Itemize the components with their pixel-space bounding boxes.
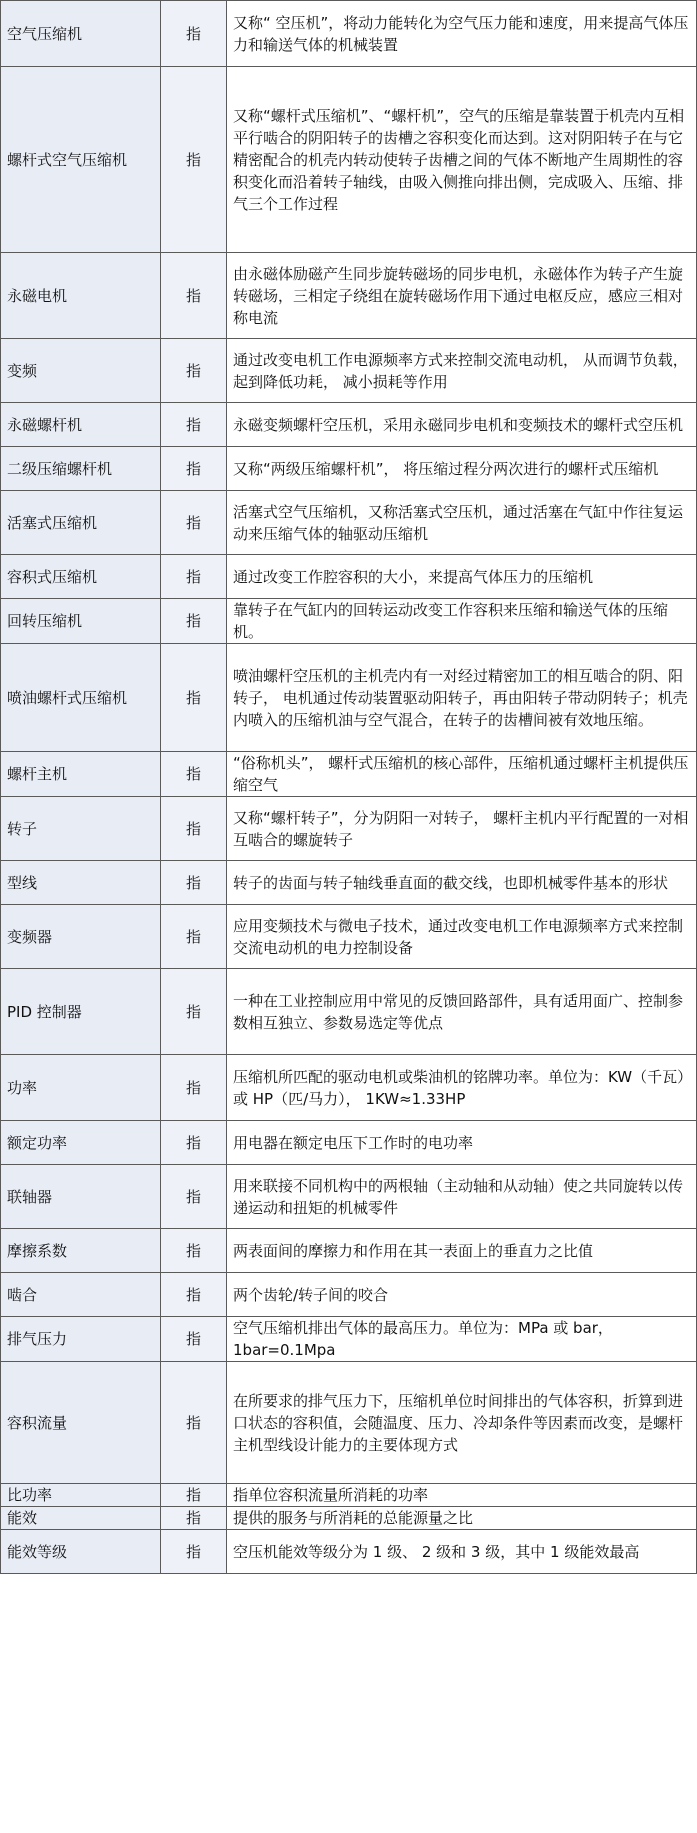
table-row (1, 1, 697, 67)
term-cell: 型线 (1, 861, 161, 905)
definition-cell: 空压机能效等级分为 1 级、 2 级和 3 级，其中 1 级能效最高 (227, 1530, 697, 1574)
means-cell: 指 (161, 1055, 227, 1121)
term-cell: 额定功率 (1, 1121, 161, 1165)
definition-cell: 又称“螺杆转子”，分为阴阳一对转子， 螺杆主机内平行配置的一对相互啮合的螺旋转子 (227, 797, 697, 861)
table-row (1, 1165, 697, 1229)
definition-cell: 活塞式空气压缩机，又称活塞式空压机，通过活塞在气缸中作往复运动来压缩气体的轴驱动压缩机 (227, 491, 697, 555)
term-cell: 活塞式压缩机 (1, 491, 161, 555)
means-cell: 指 (161, 644, 227, 752)
table-row (1, 1362, 697, 1484)
means-cell: 指 (161, 1229, 227, 1273)
definition-cell: 通过改变工作腔容积的大小，来提高气体压力的压缩机 (227, 555, 697, 599)
definition-cell: “俗称机头”， 螺杆式压缩机的核心部件，压缩机通过螺杆主机提供压缩空气 (227, 752, 697, 797)
means-cell: 指 (161, 1, 227, 67)
table-row (1, 861, 697, 905)
table-row (1, 969, 697, 1055)
definition-cell: 又称“螺杆式压缩机”、“螺杆机”，空气的压缩是靠装置于机壳内互相平行啮合的阴阳转子的齿槽之容积变化而达到。这对阴阳转子在与它精密配合的机壳内转动使转子齿槽之间的气体不断地产生周期性的容积变化而沿着转子轴线，由吸入侧推向排出侧，完成吸入、压缩、排气三个工作过程 (227, 67, 697, 253)
term-cell: 螺杆主机 (1, 752, 161, 797)
definition-cell: 用来联接不同机构中的两根轴（主动轴和从动轴）使之共同旋转以传递运动和扭矩的机械零件 (227, 1165, 697, 1229)
term-cell: 变频器 (1, 905, 161, 969)
definition-cell: 两表面间的摩擦力和作用在其一表面上的垂直力之比值 (227, 1229, 697, 1273)
term-cell: 容积流量 (1, 1362, 161, 1484)
table-row (1, 797, 697, 861)
table-row (1, 447, 697, 491)
definition-cell: 又称“ 空压机”，将动力能转化为空气压力能和速度，用来提高气体压力和输送气体的机械装置 (227, 1, 697, 67)
table-row (1, 1055, 697, 1121)
means-cell: 指 (161, 797, 227, 861)
means-cell: 指 (161, 339, 227, 403)
table-row (1, 555, 697, 599)
definition-cell: 永磁变频螺杆空压机，采用永磁同步电机和变频技术的螺杆式空压机 (227, 403, 697, 447)
table-row (1, 752, 697, 797)
means-cell: 指 (161, 599, 227, 644)
means-cell: 指 (161, 555, 227, 599)
definition-cell: 由永磁体励磁产生同步旋转磁场的同步电机，永磁体作为转子产生旋转磁场，三相定子绕组在旋转磁场作用下通过电枢反应，感应三相对称电流 (227, 253, 697, 339)
glossary-body (1, 1, 697, 1574)
term-cell: 比功率 (1, 1484, 161, 1507)
term-cell: 转子 (1, 797, 161, 861)
table-row (1, 1484, 697, 1507)
table-row (1, 339, 697, 403)
definition-cell: 用电器在额定电压下工作时的电功率 (227, 1121, 697, 1165)
table-row (1, 1121, 697, 1165)
means-cell: 指 (161, 905, 227, 969)
term-cell: 回转压缩机 (1, 599, 161, 644)
definition-cell: 一种在工业控制应用中常见的反馈回路部件，具有适用面广、控制参数相互独立、参数易选定等优点 (227, 969, 697, 1055)
term-cell: PID 控制器 (1, 969, 161, 1055)
term-cell: 二级压缩螺杆机 (1, 447, 161, 491)
definition-cell: 两个齿轮/转子间的咬合 (227, 1273, 697, 1317)
means-cell: 指 (161, 1121, 227, 1165)
table-row (1, 253, 697, 339)
means-cell: 指 (161, 1530, 227, 1574)
term-cell: 啮合 (1, 1273, 161, 1317)
means-cell: 指 (161, 447, 227, 491)
means-cell: 指 (161, 253, 227, 339)
table-row (1, 599, 697, 644)
definition-cell: 转子的齿面与转子轴线垂直面的截交线，也即机械零件基本的形状 (227, 861, 697, 905)
table-row (1, 1507, 697, 1530)
table-row (1, 491, 697, 555)
definition-cell: 指单位容积流量所消耗的功率 (227, 1484, 697, 1507)
table-row (1, 905, 697, 969)
means-cell: 指 (161, 861, 227, 905)
definition-cell: 压缩机所匹配的驱动电机或柴油机的铭牌功率。单位为：KW（千瓦）或 HP（匹/马力）， 1KW≈1.33HP (227, 1055, 697, 1121)
definition-cell: 在所要求的排气压力下，压缩机单位时间排出的气体容积，折算到进口状态的容积值，会随温度、压力、冷却条件等因素而改变，是螺杆主机型线设计能力的主要体现方式 (227, 1362, 697, 1484)
means-cell: 指 (161, 491, 227, 555)
definition-cell: 通过改变电机工作电源频率方式来控制交流电动机， 从而调节负载，起到降低功耗， 减小损耗等作用 (227, 339, 697, 403)
table-row (1, 67, 697, 253)
term-cell: 排气压力 (1, 1317, 161, 1362)
table-row (1, 1229, 697, 1273)
term-cell: 永磁电机 (1, 253, 161, 339)
term-cell: 永磁螺杆机 (1, 403, 161, 447)
definition-cell: 喷油螺杆空压机的主机壳内有一对经过精密加工的相互啮合的阴、阳转子， 电机通过传动装置驱动阳转子，再由阳转子带动阴转子；机壳内喷入的压缩机油与空气混合，在转子的齿槽间被有效地压缩。 (227, 644, 697, 752)
means-cell: 指 (161, 67, 227, 253)
means-cell: 指 (161, 1273, 227, 1317)
definition-cell: 提供的服务与所消耗的总能源量之比 (227, 1507, 697, 1530)
term-cell: 螺杆式空气压缩机 (1, 67, 161, 253)
term-cell: 摩擦系数 (1, 1229, 161, 1273)
means-cell: 指 (161, 1507, 227, 1530)
term-cell: 功率 (1, 1055, 161, 1121)
means-cell: 指 (161, 403, 227, 447)
term-cell: 空气压缩机 (1, 1, 161, 67)
means-cell: 指 (161, 1317, 227, 1362)
means-cell: 指 (161, 1362, 227, 1484)
term-cell: 喷油螺杆式压缩机 (1, 644, 161, 752)
term-cell: 容积式压缩机 (1, 555, 161, 599)
table-row (1, 1317, 697, 1362)
table-row (1, 403, 697, 447)
table-row (1, 644, 697, 752)
means-cell: 指 (161, 752, 227, 797)
means-cell: 指 (161, 1484, 227, 1507)
definition-cell: 应用变频技术与微电子技术，通过改变电机工作电源频率方式来控制交流电动机的电力控制设备 (227, 905, 697, 969)
table-row (1, 1530, 697, 1574)
term-cell: 联轴器 (1, 1165, 161, 1229)
term-cell: 变频 (1, 339, 161, 403)
term-cell: 能效 (1, 1507, 161, 1530)
term-cell: 能效等级 (1, 1530, 161, 1574)
means-cell: 指 (161, 969, 227, 1055)
definition-cell: 空气压缩机排出气体的最高压力。单位为：MPa 或 bar，1bar=0.1Mpa (227, 1317, 697, 1362)
means-cell: 指 (161, 1165, 227, 1229)
definition-cell: 靠转子在气缸内的回转运动改变工作容积来压缩和输送气体的压缩机。 (227, 599, 697, 644)
table-row (1, 1273, 697, 1317)
definition-cell: 又称“两级压缩螺杆机”， 将压缩过程分两次进行的螺杆式压缩机 (227, 447, 697, 491)
